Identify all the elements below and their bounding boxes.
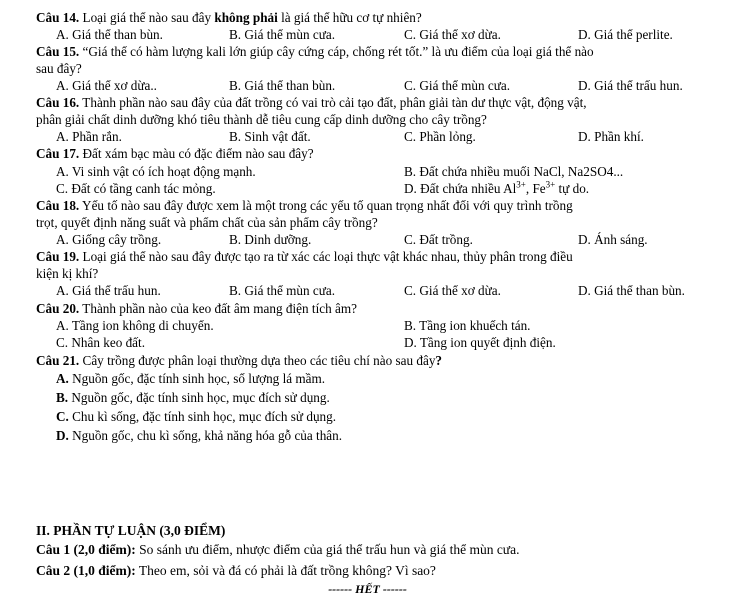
end-marker: ------ HẾT ------: [328, 582, 407, 596]
question-number: Câu 19.: [36, 249, 80, 264]
q18-option-d: D. Ánh sáng.: [578, 232, 648, 247]
question-20-stem: Câu 20. Thành phần nào của keo đất âm mang điện tích âm?: [36, 301, 357, 316]
q21-option-d: D. Nguồn gốc, chu kì sống, khả năng hóa gỗ của thân.: [56, 428, 343, 443]
question-number: Câu 16.: [36, 95, 80, 110]
q21-option-c: C. Chu kì sống, đặc tính sinh học, mục đích sử dụng.: [56, 409, 337, 424]
essay-question-1: Câu 1 (2,0 điểm): So sánh ưu điểm, nhược điểm của giá thể trấu hun và giá thể mùn cưa.: [36, 542, 520, 557]
q15-option-c: C. Giá thể mùn cưa.: [404, 78, 511, 93]
q15-option-a: A. Giá thể xơ dừa..: [56, 78, 157, 93]
q21-option-a: A. Nguồn gốc, đặc tính sinh học, số lượng lá mầm.: [56, 371, 326, 386]
question-number: Câu 20.: [36, 301, 80, 316]
q17-option-c: C. Đất có tầng canh tác mỏng.: [56, 181, 216, 196]
question-15-stem-cont: sau đây?: [36, 61, 82, 76]
question-18-stem-cont: trọt, quyết định năng suất và phẩm chất của sản phẩm cây trồng?: [36, 215, 378, 230]
question-21-stem: Câu 21. Cây trồng được phân loại thường dựa theo các tiêu chí nào sau đây?: [36, 353, 443, 368]
q15-option-b: B. Giá thể than bùn.: [229, 78, 336, 93]
q20-option-c: C. Nhân keo đất.: [56, 335, 145, 350]
q16-option-a: A. Phần rắn.: [56, 129, 122, 144]
question-16-stem: Câu 16. Thành phần nào sau đây của đất trồng có vai trò cải tạo đất, phân giải tàn dư thực vật, động vật,: [36, 95, 587, 110]
q20-option-b: B. Tầng ion khuếch tán.: [404, 318, 531, 333]
q21-option-b: B. Nguồn gốc, đặc tính sinh học, mục đích sử dụng.: [56, 390, 330, 405]
q16-option-b: B. Sinh vật đất.: [229, 129, 311, 144]
q19-option-d: D. Giá thể than bùn.: [578, 283, 685, 298]
question-number: Câu 18.: [36, 198, 80, 213]
q19-option-b: B. Giá thể mùn cưa.: [229, 283, 336, 298]
q19-option-c: C. Giá thể xơ dừa.: [404, 283, 501, 298]
question-19-stem-cont: kiện kị khí?: [36, 266, 99, 281]
section-title: II. PHẦN TỰ LUẬN (3,0 ĐIỂM): [36, 523, 226, 538]
q14-option-d: D. Giá thể perlite.: [578, 27, 673, 42]
question-18-stem: Câu 18. Yếu tố nào sau đây được xem là một trong các yếu tố quan trọng nhất đối với quy trình trồng: [36, 198, 573, 213]
question-14-stem: Câu 14. Loại giá thể nào sau đây không phải là giá thể hữu cơ tự nhiên?: [36, 10, 422, 25]
q15-option-d: D. Giá thể trấu hun.: [578, 78, 683, 93]
q16-option-c: C. Phần lỏng.: [404, 129, 476, 144]
q14-option-a: A. Giá thể than bùn.: [56, 27, 163, 42]
q20-option-d: D. Tầng ion quyết định điện.: [404, 335, 556, 350]
question-number: Câu 15.: [36, 44, 80, 59]
question-16-stem-cont: phân giải chất dinh dưỡng khó tiêu thành dễ tiêu cung cấp dinh dưỡng cho cây trồng?: [36, 112, 487, 127]
q18-option-b: B. Dinh dưỡng.: [229, 232, 312, 247]
question-17-stem: Câu 17. Đất xám bạc màu có đặc điểm nào sau đây?: [36, 146, 314, 161]
q14-option-c: C. Giá thể xơ dừa.: [404, 27, 501, 42]
question-number: Câu 21.: [36, 353, 80, 368]
q17-option-b: B. Đất chứa nhiều muối NaCl, Na2SO4...: [404, 164, 624, 179]
question-number: Câu 17.: [36, 146, 80, 161]
question-number: Câu 14.: [36, 10, 80, 25]
q20-option-a: A. Tầng ion không di chuyển.: [56, 318, 214, 333]
q17-option-a: A. Vi sinh vật có ích hoạt động mạnh.: [56, 164, 256, 179]
question-15-stem: Câu 15. “Giá thể có hàm lượng kali lớn giúp cây cứng cáp, chống rét tốt.” là ưu điểm của loại giá thể nào: [36, 44, 594, 59]
q18-option-a: A. Giống cây trồng.: [56, 232, 162, 247]
q18-option-c: C. Đất trồng.: [404, 232, 473, 247]
q19-option-a: A. Giá thể trấu hun.: [56, 283, 161, 298]
question-19-stem: Câu 19. Loại giá thể nào sau đây được tạo ra từ xác các loại thực vật khác nhau, thủy phân trong điều: [36, 249, 573, 264]
q16-option-d: D. Phần khí.: [578, 129, 644, 144]
essay-question-2: Câu 2 (1,0 điểm): Theo em, sỏi và đá có phải là đất trồng không? Vì sao?: [36, 563, 436, 578]
q17-option-d: D. Đất chứa nhiều $Al^{3+}$, $Fe^{3+}$ tự do.: [404, 179, 590, 196]
q14-option-b: B. Giá thể mùn cưa.: [229, 27, 336, 42]
